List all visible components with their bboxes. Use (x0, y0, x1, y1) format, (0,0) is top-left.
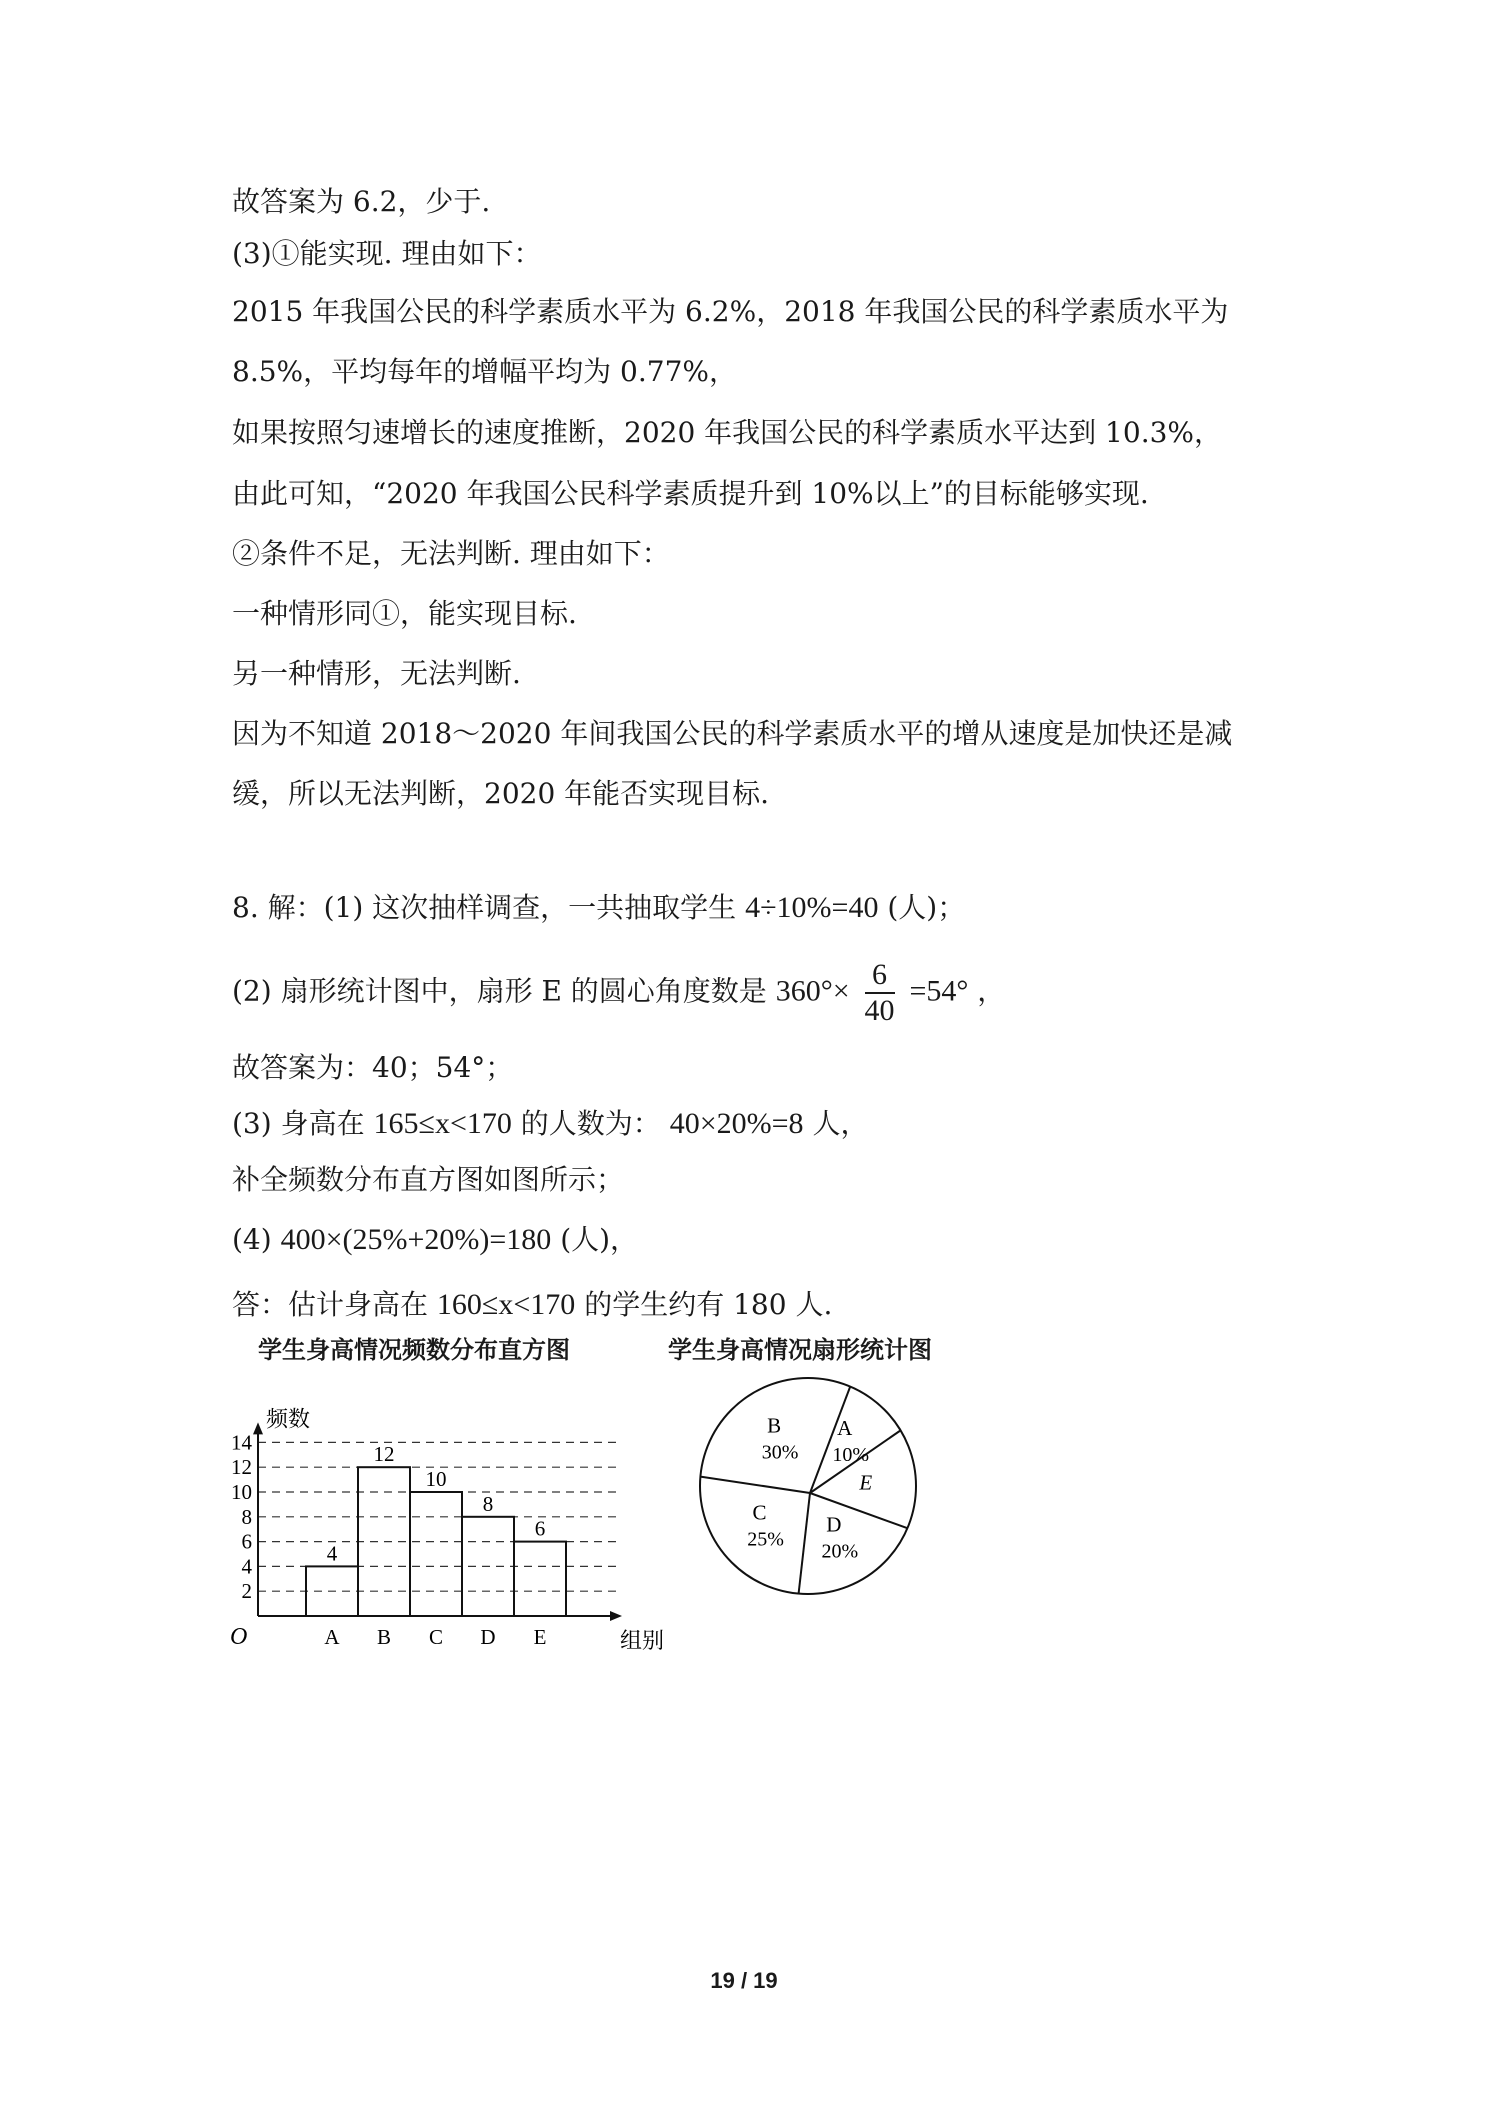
pie-slice-percent: 10% (832, 1444, 870, 1467)
solution-text: 8. 解：(1) 这次抽样调查，一共抽取学生 (232, 891, 737, 924)
solution-line-7 (232, 1285, 832, 1325)
text-line: (3)①能实现. 理由如下： (232, 237, 542, 270)
solution-text: 人， (812, 1107, 869, 1140)
page-number: 19 / 19 (710, 1968, 778, 1993)
fraction-denominator: 40 (864, 994, 895, 1027)
pie-slice-label: E (859, 1470, 873, 1495)
solution-line-6 (232, 1220, 638, 1260)
y-tick-label: 12 (231, 1455, 252, 1480)
pie-slice-boundary (700, 1477, 810, 1493)
bar-value-label: 6 (534, 1516, 546, 1541)
y-tick-label: 10 (231, 1480, 252, 1504)
pie-slice-label: B (767, 1413, 782, 1438)
x-tick-label: C (428, 1625, 444, 1649)
text-line: 缓，所以无法判断，2020 年能否实现目标. (232, 777, 770, 810)
pie-slice-boundary (799, 1493, 810, 1594)
solution-text: (2) 扇形统计图中，扇形 E 的圆心角度数是 (232, 974, 767, 1008)
y-tick-label: 6 (241, 1529, 252, 1554)
text-line: 另一种情形，无法判断. (232, 657, 521, 690)
math-expression: =54° (909, 974, 969, 1008)
solution-text: (4) (232, 1223, 272, 1256)
x-tick-label: E (533, 1625, 547, 1649)
text-line: 故答案为：40；54°； (232, 1051, 514, 1084)
pie-slice-percent: 30% (761, 1441, 799, 1464)
pie-slice-label: A (837, 1416, 853, 1441)
pie-slice-percent: 25% (747, 1528, 784, 1551)
x-axis-label: 组别 (620, 1628, 665, 1653)
pie-slice-label: C (752, 1500, 767, 1525)
solution-line-2 (232, 958, 1005, 1028)
x-tick-label: A (324, 1625, 340, 1649)
solution-line-1 (232, 888, 965, 928)
solution-text: 的学生约有 180 人. (584, 1288, 833, 1321)
text-line: ②条件不足，无法判断. 理由如下： (232, 537, 670, 570)
text-line: 因为不知道 2018～2020 年间我国公民的科学素质水平的增从速度是加快还是减 (232, 717, 1233, 750)
y-tick-label: 4 (241, 1554, 252, 1579)
math-expression: 360°× (775, 974, 850, 1008)
text-line: 由此可知，“2020 年我国公民科学素质提升到 10%以上”的目标能够实现. (232, 477, 1149, 510)
bar-value-label: 12 (373, 1442, 395, 1467)
y-axis-arrow (253, 1422, 263, 1434)
bar-value-label: 4 (326, 1541, 338, 1566)
solution-text: (人)， (560, 1223, 639, 1256)
histogram-bar (410, 1492, 462, 1616)
histogram-title: 学生身高情况频数分布直方图 (258, 1336, 570, 1364)
math-expression: 40×20%=8 (669, 1107, 804, 1140)
y-tick-label: 14 (231, 1430, 252, 1455)
solution-text: 答：估计身高在 (232, 1288, 429, 1321)
math-expression: 400×(25%+20%)=180 (280, 1223, 552, 1256)
text-line: 故答案为 6.2，少于. (232, 185, 491, 218)
text-line: 一种情形同①，能实现目标. (232, 597, 577, 630)
bar-value-label: 10 (425, 1467, 447, 1491)
origin-label: O (230, 1624, 248, 1650)
text-line: 2015 年我国公民的科学素质水平为 6.2%，2018 年我国公民的科学素质水平为 (232, 295, 1229, 328)
bar-value-label: 8 (482, 1491, 494, 1516)
math-expression: 4÷10%=40 (745, 891, 879, 924)
solution-text: ， (977, 974, 1006, 1008)
solution-text: 的人数为： (520, 1107, 661, 1140)
pie-outline (700, 1378, 916, 1594)
x-tick-label: D (480, 1625, 496, 1649)
pie-chart (690, 1376, 950, 1616)
pie-chart-title: 学生身高情况扇形统计图 (668, 1336, 932, 1364)
y-tick-label: 2 (241, 1579, 252, 1604)
solution-line-4 (232, 1104, 868, 1144)
y-tick-label: 8 (241, 1504, 252, 1529)
math-expression: 165≤x<170 (373, 1107, 512, 1140)
pie-slice-boundary (810, 1493, 907, 1528)
fraction-numerator: 6 (865, 958, 895, 994)
fraction (865, 958, 895, 1028)
pie-slice-percent: 20% (821, 1540, 859, 1563)
math-expression: 160≤x<170 (436, 1288, 576, 1321)
solution-text: (人)； (887, 891, 966, 924)
text-line: 如果按照匀速增长的速度推断，2020 年我国公民的科学素质水平达到 10.3%， (232, 416, 1223, 449)
text-line: 补全频数分布直方图如图所示； (232, 1163, 625, 1196)
pie-slice-label: D (826, 1512, 842, 1537)
text-line: 8.5%，平均每年的增幅平均为 0.77%， (232, 355, 737, 388)
x-axis-arrow (610, 1611, 622, 1621)
histogram-chart (210, 1370, 680, 1670)
solution-text: (3) 身高在 (232, 1107, 365, 1140)
histogram-bar (514, 1542, 566, 1616)
y-axis-label: 频数 (266, 1406, 311, 1432)
x-tick-label: B (376, 1625, 392, 1649)
